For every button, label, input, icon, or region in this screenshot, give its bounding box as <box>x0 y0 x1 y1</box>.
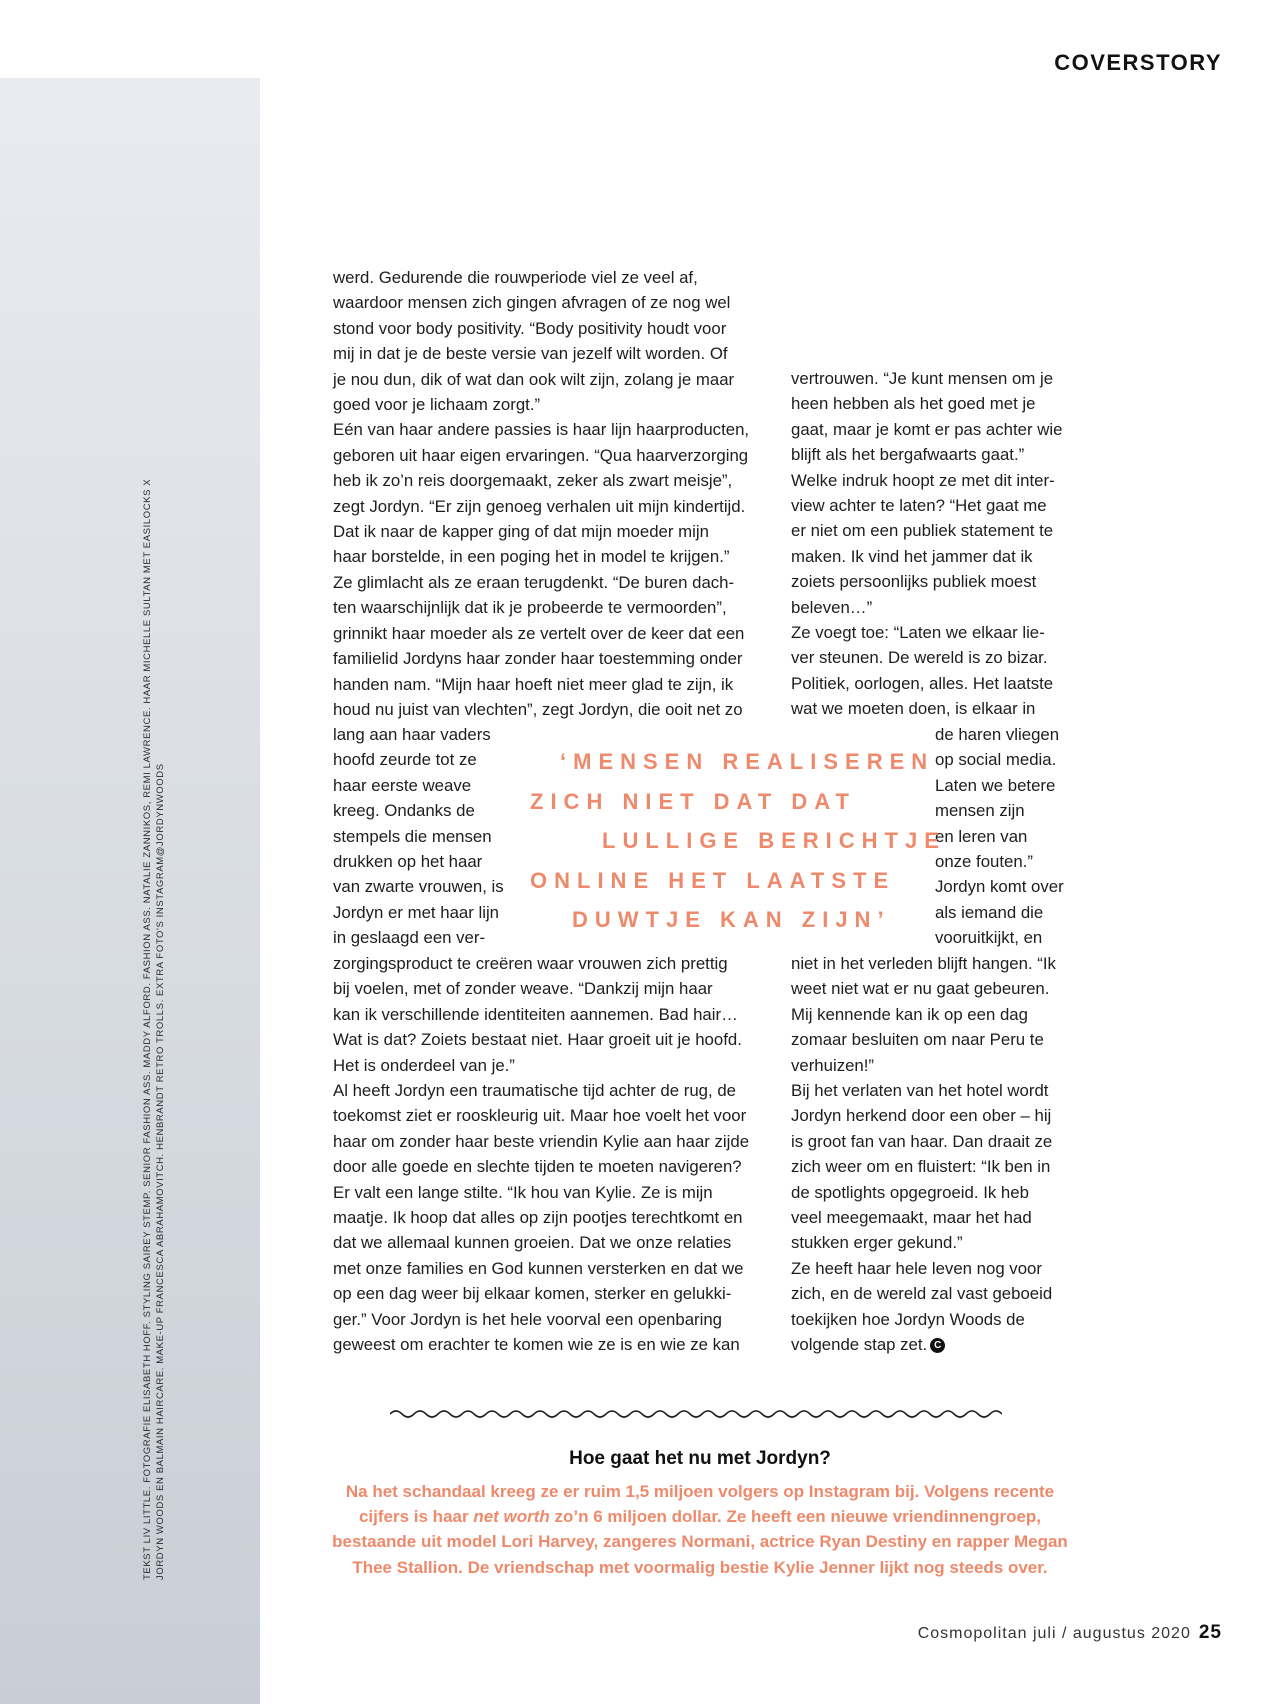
text-line: Jordyn herkend door een ober – hij <box>791 1106 1052 1126</box>
text-line: stond voor body positivity. “Body positivity houdt voor <box>333 318 727 338</box>
text-line: Wat is dat? Zoiets bestaat niet. Haar groeit uit je hoofd. <box>333 1030 742 1050</box>
text-line: Laten we betere <box>935 775 1056 795</box>
article-column-2-narrow <box>935 722 1085 951</box>
text-line: ver steunen. De wereld is zo bizar. <box>791 648 1048 668</box>
text-line: wat we moeten doen, is elkaar in <box>791 699 1036 719</box>
pull-quote-line: LULLIGE BERICHTJE <box>602 828 946 854</box>
text-line: zegt Jordyn. “Er zijn genoeg verhalen uit mijn kindertijd. <box>333 496 746 516</box>
text-line: Dat ik naar de kapper ging of dat mijn moeder mijn <box>333 522 709 542</box>
text-line: mij in dat je de beste versie van jezelf wilt worden. Of <box>333 344 728 364</box>
text-line: Het is onderdeel van je.” <box>333 1055 515 1075</box>
text-line: mensen zijn <box>935 801 1025 821</box>
text-line: werd. Gedurende die rouwperiode viel ze veel af, <box>333 268 698 287</box>
text-line: haar eerste weave <box>333 775 472 795</box>
text-line: heb ik zo’n reis doorgemaakt, zeker als zwart meisje”, <box>333 471 733 491</box>
text-line: Er valt een lange stilte. “Ik hou van Kylie. Ze is mijn <box>333 1182 713 1202</box>
text-line: de spotlights opgegroeid. Ik heb <box>791 1182 1029 1202</box>
text-line: niet in het verleden blijft hangen. “Ik <box>791 954 1056 973</box>
text-line: toekijken hoe Jordyn Woods de <box>791 1309 1025 1329</box>
text-line: geweest om erachter te komen wie ze is en wie ze kan <box>333 1335 740 1355</box>
pull-quote <box>520 742 946 940</box>
text-line: drukken op het haar <box>333 852 483 872</box>
text-line: Welke indruk hoopt ze met dit inter- <box>791 470 1055 490</box>
pull-quote-line: ONLINE HET LAATSTE <box>530 867 896 893</box>
page-footer <box>918 1622 1222 1644</box>
text-line: Bij het verlaten van het hotel wordt <box>791 1081 1049 1101</box>
text-line: van zwarte vrouwen, is <box>333 877 504 897</box>
photo-credits <box>142 380 167 1580</box>
text-line: Politiek, oorlogen, alles. Het laatste <box>791 673 1054 693</box>
text-line: maatje. Ik hoop dat alles op zijn pootjes terechtkomt en <box>333 1208 743 1228</box>
credits-line: TEKST LIV LITTLE. FOTOGRAFIE ELISABETH HOFF. STYLING SAIREY STEMP. SENIOR FASHION ASS. MADDY ALFORD. FASHION ASS. NATALIE ZANNIKOS, REMI LAWRENCE. HAAR MICHELLE SULTAN MET EASILOCKS X <box>142 478 153 1580</box>
text-line: ger.” Voor Jordyn is het hele voorval een openbaring <box>333 1309 723 1329</box>
text-line: maken. Ik vind het jammer dat ik <box>791 546 1033 566</box>
wavy-divider-line <box>390 1411 1002 1417</box>
sidebar-box-line: bestaande uit model Lori Harvey, zangeres Normani, actrice Ryan Destiny en rapper Megan <box>332 1532 1068 1552</box>
text-line: gaat, maar je komt er pas achter wie <box>791 419 1063 439</box>
text-line: in geslaagd een ver- <box>333 928 486 948</box>
text-line: view achter te laten? “Het gaat me <box>791 496 1047 516</box>
text-line: kan ik verschillende identiteiten aannemen. Bad hair… <box>333 1004 738 1024</box>
sidebar-box-fragment: cijfers is haar <box>358 1507 474 1527</box>
pull-quote-line: ‘MENSEN REALISEREN <box>560 749 935 774</box>
text-line: Al heeft Jordyn een traumatische tijd achter de rug, de <box>333 1081 736 1101</box>
text-line: zomaar besluiten om naar Peru te <box>791 1030 1044 1050</box>
publication-name: Cosmopolitan juli / augustus 2020 <box>917 1625 1191 1642</box>
text-line: beleven…” <box>791 597 873 617</box>
text-line: heen hebben als het goed met je <box>791 394 1036 414</box>
text-line: houd nu juist van vlechten”, zegt Jordyn, die ooit net zo <box>333 699 743 719</box>
sidebar-box-fragment: zo’n 6 miljoen dollar. Ze heeft een nieuwe vriendinnengroep, <box>549 1507 1042 1527</box>
text-line: door alle goede en slechte tijden te moeten navigeren? <box>333 1157 742 1177</box>
text-line: onze fouten.” <box>935 852 1033 872</box>
article-column-1-narrow <box>333 722 503 951</box>
text-line: grinnikt haar moeder als ze vertelt over de keer dat een <box>333 623 745 643</box>
text-line: zorgingsproduct te creëren waar vrouwen zich prettig <box>333 954 728 973</box>
text-line: is groot fan van haar. Dan draait ze <box>791 1131 1053 1151</box>
text-line: blijft als het bergafwaarts gaat.” <box>791 445 1025 465</box>
text-line: Mij kennende kan ik op een dag <box>791 1004 1028 1024</box>
text-line: waardoor mensen zich gingen afvragen of ze nog wel <box>333 293 731 313</box>
text-line: weet niet wat er nu gaat gebeuren. <box>791 979 1050 999</box>
text-line: Jordyn komt over <box>935 877 1064 897</box>
pull-quote-line: ZICH NIET DAT DAT <box>530 788 856 814</box>
text-line: ten waarschijnlijk dat ik je probeerde te vermoorden”, <box>333 598 727 618</box>
text-line: Eén van haar andere passies is haar lijn haarproducten, <box>333 420 750 440</box>
text-line: handen nam. “Mijn haar hoeft niet meer glad te zijn, ik <box>333 674 734 694</box>
text-line: hoofd zeurde tot ze <box>333 750 477 770</box>
article-column-2-bottom <box>791 951 1091 1358</box>
sidebar-box-emphasis: net worth <box>473 1507 550 1527</box>
text-line: bij voelen, met of zonder weave. “Dankzij mijn haar <box>333 979 713 999</box>
credits-line: JORDYN WOODS EN BALMAIN HAIRCARE. MAKE-UP FRANCESCA ABRAHAMOVITCH. HENBRANDT RETRO TROLLS. EXTRA FOTO'S INSTAGRAM@JORDYNWOODS <box>154 763 166 1580</box>
text-line: stukken erger gekund.” <box>791 1233 963 1253</box>
text-line: vooruitkijkt, en <box>935 928 1043 948</box>
text-line: dat we allemaal kunnen groeien. Dat we onze relaties <box>333 1233 732 1253</box>
text-line: op social media. <box>935 750 1057 770</box>
text-line: op een dag weer bij elkaar komen, sterker en gelukki- <box>333 1284 732 1304</box>
text-line: haar borstelde, in een poging het in model te krijgen.” <box>333 547 730 567</box>
text-line: lang aan haar vaders <box>333 725 491 744</box>
page-number: 25 <box>1198 1622 1222 1643</box>
text-line: Jordyn er met haar lijn <box>333 902 500 922</box>
article-column-1-top <box>333 265 763 722</box>
text-line-content: volgende stap zet. <box>791 1335 928 1355</box>
text-line: stempels die mensen <box>333 826 492 846</box>
text-line: met onze families en God kunnen versterken en dat we <box>333 1258 744 1278</box>
text-line: zich weer om en fluistert: “Ik ben in <box>791 1157 1051 1177</box>
text-line: Ze glimlacht als ze eraan terugdenkt. “De buren dach- <box>333 572 735 592</box>
text-line: haar om zonder haar beste vriendin Kylie aan haar zijde <box>333 1131 750 1151</box>
text-line: de haren vliegen <box>935 725 1060 744</box>
text-line: veel meegemaakt, maar het had <box>791 1208 1032 1228</box>
text-line: en leren van <box>935 826 1028 846</box>
text-line: goed voor je lichaam zorgt.” <box>333 395 541 415</box>
text-line: verhuizen!” <box>791 1055 875 1075</box>
text-line: geboren uit haar eigen ervaringen. “Qua haarverzorging <box>333 445 749 465</box>
text-line: vertrouwen. “Je kunt mensen om je <box>791 369 1054 388</box>
text-line: kreeg. Ondanks de <box>333 801 475 821</box>
wavy-divider <box>390 1406 1002 1422</box>
text-line: er niet om een publiek statement te <box>791 521 1054 541</box>
end-mark-icon: C <box>930 1338 945 1353</box>
sidebar-box-line <box>0 1504 1280 1529</box>
text-line: toekomst ziet er rooskleurig uit. Maar hoe voelt het voor <box>333 1106 747 1126</box>
sidebar-box-line: Na het schandaal kreeg ze er ruim 1,5 miljoen volgers op Instagram bij. Volgens recente <box>345 1482 1055 1501</box>
article-column-2-top <box>791 366 1091 722</box>
sidebar-box-text <box>0 1479 1280 1580</box>
section-label: COVERSTORY <box>1054 50 1222 75</box>
text-line: Ze heeft haar hele leven nog voor <box>791 1258 1042 1278</box>
article-column-1-bottom <box>333 951 763 1358</box>
text-line: als iemand die <box>935 902 1044 922</box>
text-line: familielid Jordyns haar zonder haar toestemming onder <box>333 649 743 669</box>
text-line: Ze voegt toe: “Laten we elkaar lie- <box>791 623 1045 643</box>
text-line: je nou dun, dik of wat dan ook wilt zijn, zolang je maar <box>333 369 735 389</box>
text-line: zoiets persoonlijks publiek moest <box>791 572 1037 592</box>
text-line: zich, en de wereld zal vast geboeid <box>791 1284 1053 1304</box>
sidebar-box-line: Thee Stallion. De vriendschap met voormalig bestie Kylie Jenner lijkt nog steeds over. <box>352 1557 1048 1577</box>
sidebar-box-title: Hoe gaat het nu met Jordyn? <box>569 1448 831 1469</box>
pull-quote-line: DUWTJE KAN ZIJN’ <box>572 907 891 933</box>
text-line <box>791 1332 1091 1357</box>
